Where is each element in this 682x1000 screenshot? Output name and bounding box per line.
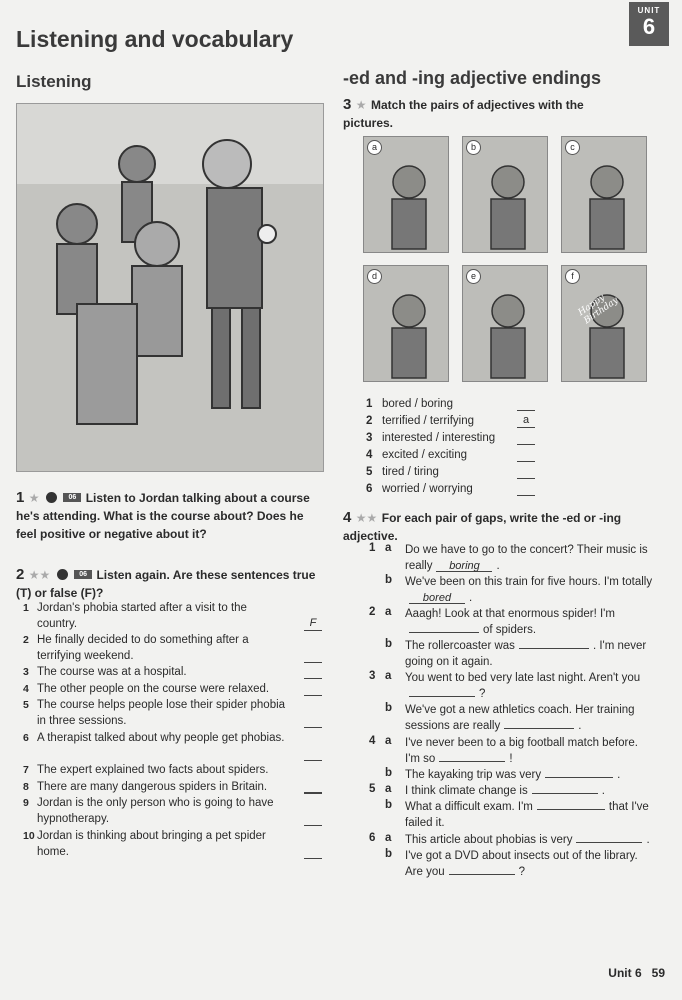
picture-label: d <box>367 269 382 284</box>
exercise-4-number: 4 <box>343 509 352 526</box>
item-number: 3 <box>23 666 29 678</box>
item-text: Jordan is the only person who is going to have hypnotherapy. <box>37 797 274 825</box>
item-letter: a <box>385 542 392 554</box>
list-item <box>23 681 287 697</box>
item-number: 10 <box>23 830 35 842</box>
exercise-3 <box>343 96 633 132</box>
list-item <box>366 430 495 446</box>
exercise-1-instruction: Listen to Jordan talking about a course he's attending. What is the course about? Does he feel positive or negative about it? <box>16 491 310 541</box>
list-item <box>23 828 287 860</box>
list-item <box>23 795 287 827</box>
answer-blank[interactable] <box>304 650 322 663</box>
item-text: bored / boring <box>382 398 453 410</box>
listening-heading: Listening <box>16 72 92 91</box>
adjective-endings-heading: -ed and -ing adjective endings <box>343 68 602 88</box>
exercise-2-number: 2 <box>16 566 25 583</box>
footer-unit: Unit 6 <box>608 966 642 980</box>
list-item <box>23 779 287 795</box>
item-text: tired / tiring <box>382 466 439 478</box>
item-text <box>405 735 655 767</box>
list-item <box>23 632 287 664</box>
item-letter: a <box>385 783 392 795</box>
page-title: Listening and vocabulary <box>16 26 294 52</box>
item-text: He finally decided to do something after a terrifying weekend. <box>37 634 249 662</box>
exercise-1 <box>16 489 316 543</box>
unit-word: UNIT <box>637 6 661 15</box>
answer-blank[interactable] <box>304 846 322 859</box>
item-number: 4 <box>366 449 373 461</box>
picture-label: e <box>466 269 481 284</box>
item-prompt: I think climate change is <box>405 785 528 797</box>
answer-gap[interactable] <box>449 864 515 875</box>
item-text <box>405 799 655 831</box>
answer-blank[interactable] <box>304 666 322 679</box>
item-letter: b <box>385 638 393 650</box>
item-text: excited / exciting <box>382 449 468 461</box>
item-letter: b <box>385 574 393 586</box>
item-text <box>405 848 655 880</box>
item-letter: b <box>385 799 393 811</box>
item-number: 1 <box>366 398 373 410</box>
item-ending: ? <box>479 688 486 700</box>
item-letter: b <box>385 702 393 714</box>
item-text: interested / interesting <box>382 432 496 444</box>
list-item <box>23 697 287 729</box>
item-number: 5 <box>23 699 29 711</box>
item-number: 5 <box>366 466 373 478</box>
item-prompt: The rollercoaster was <box>405 640 515 652</box>
item-ending: . <box>469 592 473 604</box>
item-number: 5 <box>369 783 376 795</box>
item-prompt: The kayaking trip was very <box>405 769 542 781</box>
list-item <box>366 447 467 463</box>
answer-blank[interactable]: F <box>304 618 322 631</box>
unit-badge <box>629 2 669 46</box>
item-ending: that I've failed it. <box>405 801 649 829</box>
picture-d <box>363 265 449 382</box>
item-number: 6 <box>366 483 373 495</box>
item-number: 7 <box>23 764 29 776</box>
answer-gap[interactable] <box>409 686 475 697</box>
item-text: The course helps people lose their spider phobia in three sessions. <box>37 699 286 727</box>
item-text <box>405 670 655 702</box>
difficulty-stars: ★ <box>28 491 40 505</box>
item-letter: a <box>385 832 392 844</box>
item-number: 2 <box>369 606 376 618</box>
item-letter: b <box>385 767 393 779</box>
answer-blank[interactable] <box>517 398 535 411</box>
list-item <box>23 600 287 632</box>
item-text <box>405 702 655 734</box>
picture-f <box>561 265 647 382</box>
item-text: The other people on the course were relaxed. <box>37 683 270 695</box>
answer-gap[interactable] <box>504 718 574 729</box>
picture-a <box>363 136 449 253</box>
exercise-4-instruction: For each pair of gaps, write the -ed or -ing adjective. <box>343 511 622 543</box>
item-text <box>405 767 655 783</box>
item-number: 9 <box>23 797 29 809</box>
item-prompt: I've never been to a big football match before. I'm so <box>405 737 638 765</box>
picture-label: f <box>565 269 580 284</box>
picture-label: c <box>565 140 580 155</box>
exercise-2-instruction: Listen again. Are these sentences true (T) or false (F)? <box>16 568 316 600</box>
item-prompt: What a difficult exam. I'm <box>405 801 533 813</box>
item-ending: . <box>578 720 582 732</box>
list-item <box>366 464 439 480</box>
item-prompt: We've been on this train for five hours. I'm totally <box>405 576 653 588</box>
difficulty-stars: ★ <box>355 98 367 112</box>
item-ending: . <box>496 560 500 572</box>
item-text: Jordan is thinking about bringing a pet spider home. <box>37 830 266 858</box>
list-item <box>23 730 287 746</box>
answer-blank[interactable] <box>517 432 535 445</box>
picture-b <box>462 136 548 253</box>
birthday-card-text: Happy Birthday <box>576 292 621 327</box>
item-number: 6 <box>23 732 29 744</box>
exercise-4 <box>343 509 643 545</box>
item-text <box>405 832 655 848</box>
answer-blank[interactable] <box>304 813 322 826</box>
list-item <box>23 664 287 680</box>
item-number: 2 <box>23 634 29 646</box>
item-text <box>405 638 655 670</box>
item-letter: a <box>385 735 392 747</box>
difficulty-stars: ★★ <box>28 568 51 582</box>
item-number: 6 <box>369 832 376 844</box>
audio-icon[interactable] <box>46 492 57 503</box>
answer-blank[interactable] <box>517 449 535 462</box>
item-prompt: Do we have to go to the concert? Their music is really <box>405 544 648 572</box>
item-text: A therapist talked about why people get phobias. <box>37 732 285 744</box>
exercise-2 <box>16 566 321 602</box>
answer-gap[interactable]: bored <box>409 593 465 604</box>
exercise-3-number: 3 <box>343 96 352 113</box>
page-number: 59 <box>651 966 665 980</box>
list-item <box>366 413 474 429</box>
answer-blank[interactable]: a <box>517 415 535 428</box>
item-number: 3 <box>369 670 376 682</box>
picture-label: b <box>466 140 481 155</box>
picture-e <box>462 265 548 382</box>
answer-gap[interactable] <box>532 783 598 794</box>
picture-c <box>561 136 647 253</box>
item-ending: . I'm never going on it again. <box>405 640 647 668</box>
item-number: 1 <box>369 542 376 554</box>
list-item <box>366 481 473 497</box>
unit-number: 6 <box>642 14 656 39</box>
answer-gap[interactable] <box>537 799 605 810</box>
item-number: 4 <box>23 683 29 695</box>
answer-blank[interactable] <box>304 781 322 794</box>
item-number: 2 <box>366 415 373 427</box>
item-text <box>405 606 655 638</box>
item-letter: a <box>385 670 392 682</box>
item-text: The expert explained two facts about spiders. <box>37 764 269 776</box>
item-text <box>405 783 655 799</box>
answer-gap[interactable] <box>545 767 613 778</box>
audio-track-label: 06 <box>63 493 81 502</box>
answer-gap[interactable] <box>519 638 589 649</box>
item-ending: . <box>617 769 621 781</box>
item-text <box>405 542 655 574</box>
classroom-illustration <box>16 103 324 472</box>
answer-gap[interactable] <box>439 751 505 762</box>
item-ending: ! <box>509 753 513 765</box>
audio-icon[interactable] <box>57 569 68 580</box>
item-number: 4 <box>369 735 376 747</box>
answer-blank[interactable] <box>517 466 535 479</box>
item-number: 8 <box>23 781 29 793</box>
list-item <box>23 762 287 778</box>
item-text: There are many dangerous spiders in Britain. <box>37 781 268 793</box>
answer-blank[interactable] <box>304 715 322 728</box>
item-text: worried / worrying <box>382 483 473 495</box>
item-ending: . <box>646 834 650 846</box>
answer-blank[interactable] <box>304 748 322 761</box>
item-prompt: This article about phobias is very <box>405 834 573 846</box>
item-letter: a <box>385 606 392 618</box>
answer-gap[interactable] <box>576 832 642 843</box>
answer-gap[interactable]: boring <box>436 561 492 572</box>
list-item <box>366 396 453 412</box>
item-prompt: We've got a new athletics coach. Her training sessions are really <box>405 704 635 732</box>
item-text: The course was at a hospital. <box>37 666 187 678</box>
item-prompt: You went to bed very late last night. Aren't you <box>405 672 641 684</box>
answer-blank[interactable] <box>304 683 322 696</box>
exercise-1-number: 1 <box>16 489 25 506</box>
picture-label: a <box>367 140 382 155</box>
item-text: terrified / terrifying <box>382 415 475 427</box>
audio-track-label: 06 <box>74 570 92 579</box>
item-text: Jordan's phobia started after a visit to the country. <box>37 602 247 630</box>
item-ending: ? <box>518 866 526 878</box>
item-prompt: Aaagh! Look at that enormous spider! I'm <box>405 608 615 620</box>
item-number: 1 <box>23 602 29 614</box>
item-ending: . <box>601 785 605 797</box>
difficulty-stars: ★★ <box>355 511 378 525</box>
page-footer <box>608 966 665 980</box>
answer-blank[interactable] <box>517 483 535 496</box>
item-letter: b <box>385 848 393 860</box>
exercise-3-instruction: Match the pairs of adjectives with the pictures. <box>343 98 584 130</box>
item-prompt: I've got a DVD about insects out of the library. Are you <box>405 850 638 878</box>
answer-gap[interactable] <box>409 622 479 633</box>
item-number: 3 <box>366 432 373 444</box>
item-ending: of spiders. <box>483 624 537 636</box>
item-text <box>405 574 655 606</box>
